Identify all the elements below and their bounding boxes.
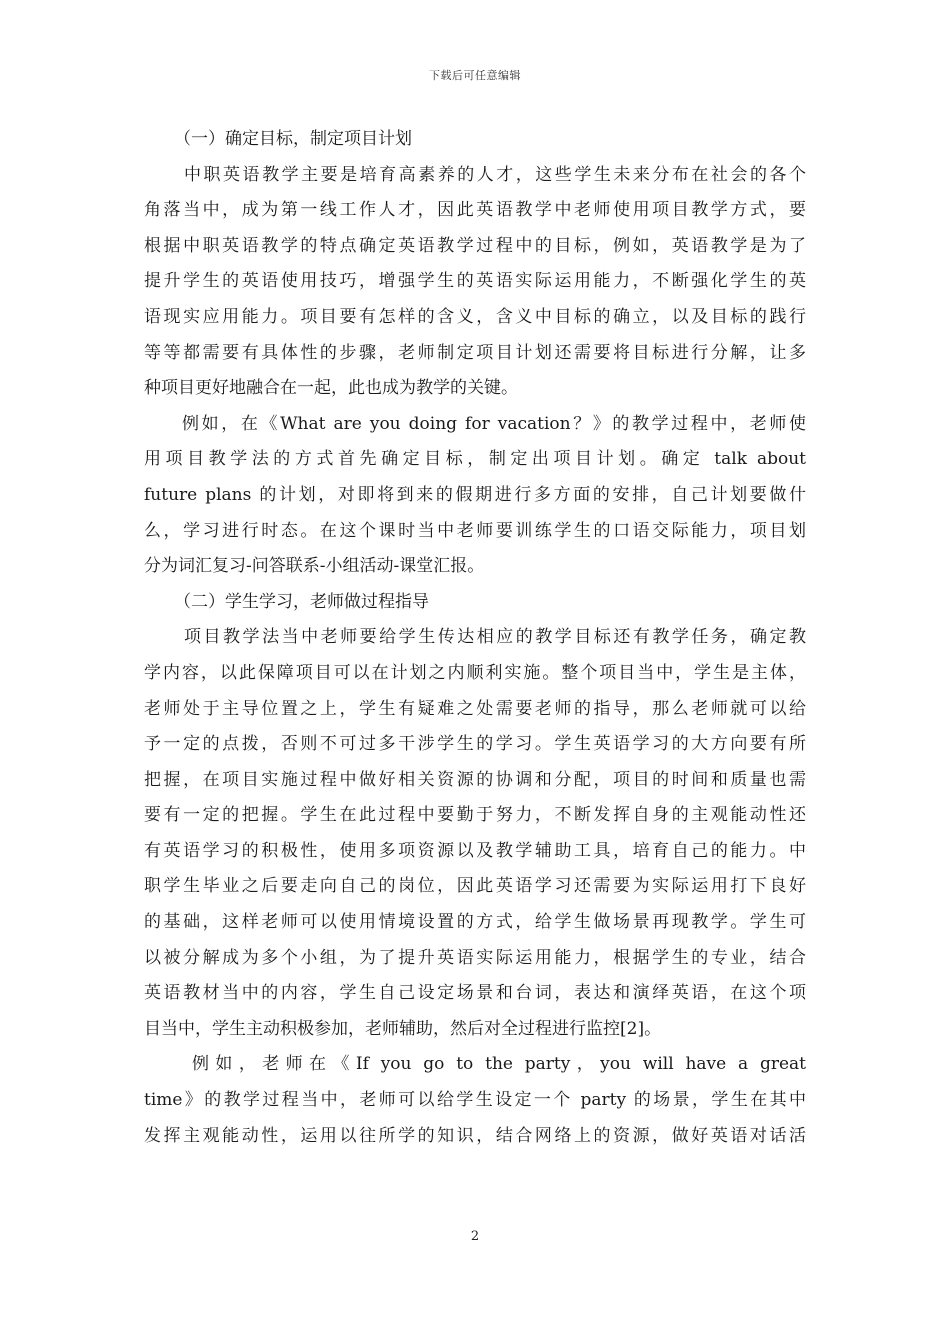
text-line: 有英语学习的积极性，使用多项资源以及教学辅助工具，培育自己的能力。中 xyxy=(144,840,806,861)
text-line: 要有一定的把握。学生在此过程中要勤于努力，不断发挥自身的主观能动性还 xyxy=(144,805,806,826)
text-line: 目当中，学生主动积极参加，老师辅助，然后对全过程进行监控[2]。 xyxy=(144,1018,662,1039)
text-line: 分为词汇复习-问答联系-小组活动-课堂汇报。 xyxy=(144,556,485,577)
text-line: 职学生毕业之后要走向自己的岗位，因此英语学习还需要为实际运用打下良好 xyxy=(144,876,806,897)
document-body xyxy=(144,122,806,1154)
text-line: 根据中职英语教学的特点确定英语教学过程中的目标，例如，英语教学是为了 xyxy=(144,235,806,256)
text-line: time》的教学过程当中，老师可以给学生设定一个 party 的场景，学生在其中 xyxy=(144,1090,806,1111)
text-line: 把握，在项目实施过程中做好相关资源的协调和分配，项目的时间和质量也需 xyxy=(144,769,806,790)
text-line: 以被分解成为多个小组，为了提升英语实际运用能力，根据学生的专业，结合 xyxy=(144,947,806,968)
text-line: 发挥主观能动性，运用以往所学的知识，结合网络上的资源，做好英语对话活 xyxy=(144,1125,806,1146)
page-number: 2 xyxy=(470,1229,480,1244)
text-line: 项目教学法当中老师要给学生传达相应的教学目标还有教学任务，确定教 xyxy=(184,627,806,648)
text-line: 英语教材当中的内容，学生自己设定场景和台词，表达和演绎英语，在这个项 xyxy=(144,983,806,1004)
text-line: future plans 的计划，对即将到来的假期进行多方面的安排，自己计划要做什 xyxy=(144,484,806,505)
text-line: （二）学生学习，老师做过程指导 xyxy=(174,591,429,612)
text-line: 提升学生的英语使用技巧，增强学生的英语实际运用能力，不断强化学生的英 xyxy=(144,271,806,292)
text-line: 例如，老师在《If you go to the party，you will have a great xyxy=(192,1054,806,1075)
text-line: 种项目更好地融合在一起，此也成为教学的关键。 xyxy=(144,378,518,399)
text-line: 学内容，以此保障项目可以在计划之内顺利实施。整个项目当中，学生是主体， xyxy=(144,662,806,683)
text-line: 用项目教学法的方式首先确定目标，制定出项目计划。确定 talk about xyxy=(144,449,806,470)
text-line: （一）确定目标，制定项目计划 xyxy=(174,129,412,149)
text-line: 的基础，这样老师可以使用情境设置的方式，给学生做场景再现教学。学生可 xyxy=(144,912,806,933)
text-line: 中职英语教学主要是培育高素养的人才，这些学生未来分布在社会的各个 xyxy=(184,164,806,185)
text-line: 予一定的点拨，否则不可过多干涉学生的学习。学生英语学习的大方向要有所 xyxy=(144,734,806,755)
text-line: 么，学习进行时态。在这个课时当中老师要训练学生的口语交际能力，项目划 xyxy=(144,520,806,541)
text-line: 语现实应用能力。项目要有怎样的含义，含义中目标的确立，以及目标的践行 xyxy=(144,306,806,327)
page-header: 下载后可任意编辑 xyxy=(429,69,521,82)
text-line: 老师处于主导位置之上，学生有疑难之处需要老师的指导，那么老师就可以给 xyxy=(144,698,806,719)
text-line: 等等都需要有具体性的步骤，老师制定项目计划还需要将目标进行分解，让多 xyxy=(144,342,806,363)
text-line: 角落当中，成为第一线工作人才，因此英语教学中老师使用项目教学方式，要 xyxy=(144,200,806,221)
text-line: 例如，在《What are you doing for vacation？》的教学过程中，老师使 xyxy=(182,413,806,434)
